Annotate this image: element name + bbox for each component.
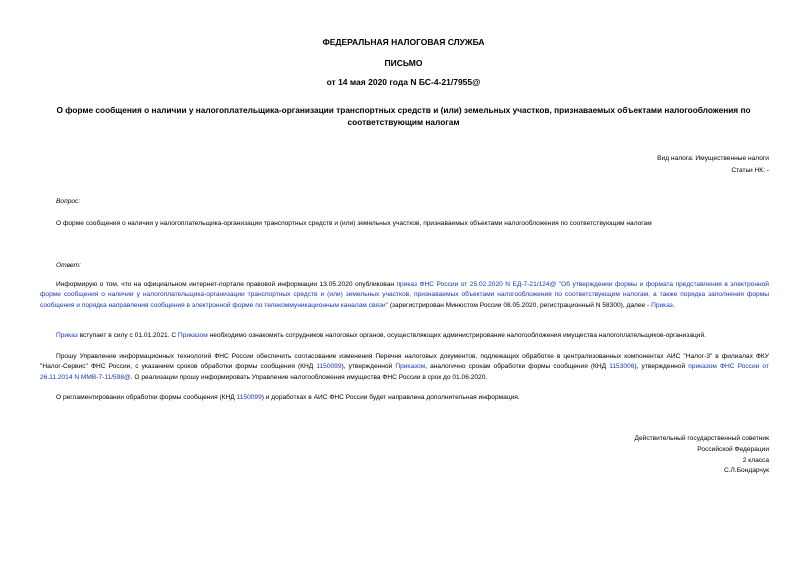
p3-text-a: Прошу Управление информационных технологий ФНС России обеспечить согласование изменения Перечня налоговых документов, подлежащих обработке в централизованных компонентах АИС "Налог-3" в филиалах ФКУ "Налог-Сервис" ФНС России, с указанием сроков обработки формы сообщения (КНД bbox=[40, 353, 769, 371]
p4-text-a: О регламентировании обработки формы сообщения (КНД bbox=[56, 394, 237, 401]
p3-text-d: ), утвержденной bbox=[634, 363, 689, 371]
signature-title-line-3: 2 класса bbox=[742, 456, 769, 464]
signature-block bbox=[509, 434, 769, 477]
knd-1153006-link[interactable]: 1153006 bbox=[609, 363, 635, 371]
question-text: О форме сообщения о наличии у налогоплательщика-организации транспортных средств и (или) земельных участков, признаваемых объектами налогообложения по соответствующим налогам bbox=[56, 220, 652, 227]
agency-heading: ФЕДЕРАЛЬНАЯ НАЛОГОВАЯ СЛУЖБА bbox=[322, 37, 485, 47]
order-short-link[interactable]: Приказ bbox=[651, 301, 673, 309]
question-label: Вопрос: bbox=[56, 198, 81, 205]
answer-paragraph-4 bbox=[40, 393, 769, 403]
p1-text-b: (зарегистрирован Минюстом России 08.05.2020, регистрационный N 58300), далее - bbox=[388, 301, 652, 309]
answer-paragraph-3 bbox=[40, 352, 769, 383]
p3-text-e: . О реализации прошу информировать Управление налогообложения имущества ФНС России в срок до 01.06.2020. bbox=[130, 373, 488, 381]
tax-type-meta: Вид налога: Имущественные налоги bbox=[657, 155, 769, 162]
signature-title-line-1: Действительный государственный советник bbox=[634, 435, 769, 442]
knd-1150099-link-2[interactable]: 1150099 bbox=[236, 394, 262, 401]
p1-text-c: . bbox=[672, 301, 675, 309]
nk-articles-meta: Статьи НК: - bbox=[731, 167, 769, 174]
p3-text-c: , аналогично срокам обработки формы сообщения (КНД bbox=[425, 363, 610, 371]
p4-text-b: ) и доработках в АИС ФНС России будет направлена дополнительная информация. bbox=[261, 394, 520, 401]
order-link-2[interactable]: Приказ bbox=[56, 332, 78, 339]
answer-label: Ответ: bbox=[56, 262, 81, 269]
signature-title-line-2: Российской Федерации bbox=[697, 445, 769, 453]
order-link-3[interactable]: Приказом bbox=[177, 332, 208, 339]
signatory-name: С.Л.Бондарчук bbox=[723, 467, 769, 475]
order-2014-link[interactable]: приказом ФНС России от 26.11.2014 N ММВ-7-11/598@ bbox=[40, 363, 769, 381]
document-type-heading: ПИСЬМО bbox=[384, 58, 423, 68]
p3-text-b: ), утвержденной bbox=[341, 363, 396, 371]
document-date-number: от 14 мая 2020 года N БС-4-21/7955@ bbox=[326, 77, 481, 87]
p2-text-b: необходимо ознакомить сотрудников налоговых органов, осуществляющих администрирование налогообложения имущества налогоплательщиков-организаций. bbox=[207, 332, 706, 339]
document-title: О форме сообщения о наличии у налогоплательщика-организации транспортных средств и (или) земельных участков, признаваемых объектами налогообложения по соответствующим налогам bbox=[56, 105, 751, 127]
p1-text-a: Информирую о том, что на официальном интернет-портале правовой информации 13.05.2020 опубликован bbox=[56, 281, 397, 288]
order-link[interactable]: приказ ФНС России от 25.02.2020 N ЕД-7-21/124@ "Об утверждении формы и формата представления в электронной форме сообщения о наличии у налогоплательщика-организации транспортных средств и (или) земельных участков, признаваемых объектами налогообложения по соответствующим налогам, а также порядка заполнения формы сообщения и порядка направления сообщения в электронной форме по телекоммуникационным каналам связи" bbox=[40, 281, 769, 309]
answer-paragraph-1 bbox=[40, 280, 769, 311]
order-link-4[interactable]: Приказом bbox=[395, 363, 426, 371]
p2-text-a: вступает в силу с 01.01.2021. С bbox=[77, 332, 178, 339]
answer-paragraph-2 bbox=[40, 331, 769, 341]
knd-1150099-link[interactable]: 1150099 bbox=[316, 363, 342, 371]
